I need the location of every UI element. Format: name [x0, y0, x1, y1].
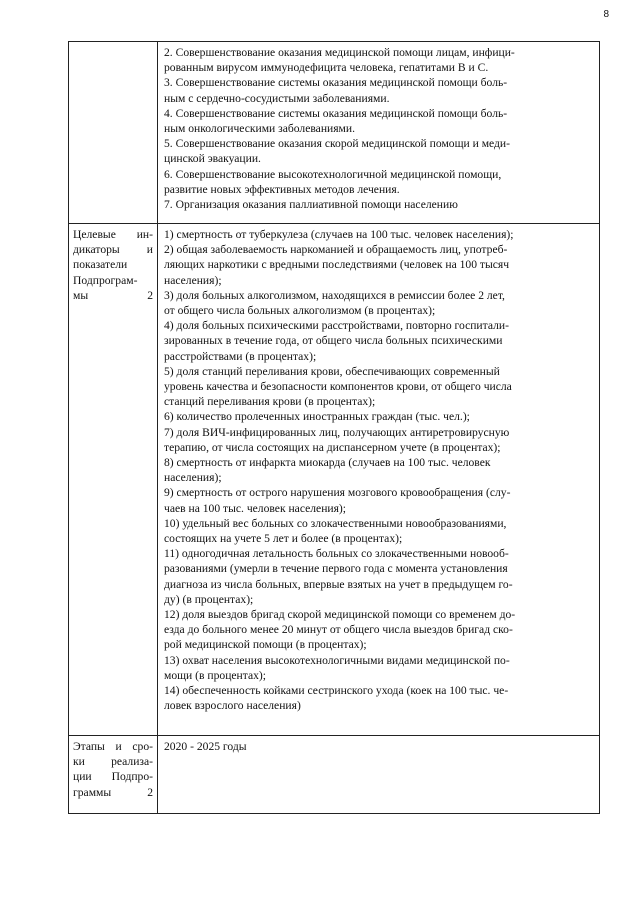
content-line: 14) обеспеченность койками сестринского ухода (коек на 100 тыс. че-: [164, 684, 509, 698]
content-line: мощи (в процентах);: [164, 668, 266, 682]
content-line: населения);: [164, 273, 222, 287]
content-line: от общего числа больных алкоголизмом (в процентах);: [164, 304, 436, 318]
label-line: Целевые ин-: [73, 228, 153, 241]
content-line: расстройствами (в процентах);: [164, 349, 317, 363]
content-line: 5. Совершенствование оказания скорой медицинской помощи и меди-: [164, 137, 510, 151]
content-line: 9) смертность от острого нарушения мозгового кровообращения (слу-: [164, 486, 511, 500]
label-line: ции Подпро-: [73, 770, 153, 784]
content-line: 12) доля выездов бригад скорой медицинской помощи со временем до-: [164, 608, 516, 622]
content-line: 13) охват населения высокотехнологичными видами медицинской по-: [164, 653, 510, 667]
row-label-cell: [69, 42, 158, 224]
content-line: ловек взрослого населения): [164, 699, 301, 713]
content-line: рой медицинской помощи (в процентах);: [164, 638, 367, 652]
label-line: дикаторы и: [73, 243, 153, 257]
row-label-cell: [69, 736, 158, 814]
content-line: населения);: [164, 471, 222, 485]
label-line: Подпрограм-: [73, 273, 138, 287]
label-line: граммы 2: [73, 785, 153, 799]
content-line: разованиями (умерли в течение первого года с момента установления: [164, 562, 508, 576]
table-row: [69, 224, 600, 736]
row-content-cell: [158, 736, 600, 814]
content-line: 7) доля ВИЧ-инфицированных лиц, получающих антиретровирусную: [164, 425, 510, 439]
row-content-cell: [158, 42, 600, 224]
content-line: 4) доля больных психическими расстройствами, повторно госпитали-: [164, 319, 509, 333]
content-line: 11) одногодичная летальность больных со злокачественными новооб-: [164, 547, 509, 561]
content-line: 2. Совершенствование оказания медицинской помощи лицам, инфици-: [164, 46, 515, 59]
content-line: станций переливания крови (в процентах);: [164, 395, 376, 409]
label-line: ки реализа-: [73, 755, 153, 769]
content-line: 8) смертность от инфаркта миокарда (случаев на 100 тыс. человек: [164, 456, 491, 470]
content-line: 2) общая заболеваемость наркоманией и обращаемость лиц, употреб-: [164, 243, 508, 257]
content-line: цинской эвакуации.: [164, 152, 261, 166]
content-line: развитие новых эффективных методов лечения.: [164, 182, 400, 196]
content-line: 6. Совершенствование высокотехнологичной медицинской помощи,: [164, 167, 502, 181]
content-line: диагноза из числа больных, впервые взятых на учет в предыдущем го-: [164, 577, 513, 591]
content-line: ду) (в процентах);: [164, 592, 254, 606]
content-line: ным онкологическими заболеваниями.: [164, 122, 355, 136]
content-line: 10) удельный вес больных со злокачественными новообразованиями,: [164, 516, 507, 530]
content-line: терапию, от числа состоящих на диспансерном учете (в процентах);: [164, 440, 501, 454]
content-line: 3. Совершенствование системы оказания медицинской помощи боль-: [164, 76, 508, 90]
table-row: [69, 42, 600, 224]
content-line: состоящих на учете 5 лет и более (в процентах);: [164, 532, 403, 546]
row-content-cell: [158, 224, 600, 736]
content-line: езда до больного менее 20 минут от общего числа выездов бригад ско-: [164, 623, 513, 637]
content-line: уровень качества и безопасности компонентов крови, от общего числа: [164, 380, 512, 394]
page-number: 8: [603, 9, 609, 20]
label-line: показатели: [73, 258, 128, 272]
table-row: [69, 736, 600, 814]
content-line: 4. Совершенствование системы оказания медицинской помощи боль-: [164, 106, 508, 120]
content-line: 7. Организация оказания паллиативной помощи населению: [164, 198, 458, 212]
row-label-cell: [69, 224, 158, 736]
content-line: рованным вирусом иммунодефицита человека, гепатитами В и С.: [164, 61, 489, 75]
content-line: зированных в течение года, от общего числа больных психическими: [164, 334, 503, 348]
content-line: 5) доля станций переливания крови, обеспечивающих современный: [164, 364, 500, 378]
label-line: мы 2: [73, 288, 153, 302]
content-line: ным с сердечно-сосудистыми заболеваниями.: [164, 91, 390, 105]
content-line: 2020 - 2025 годы: [164, 740, 247, 753]
content-line: 6) количество пролеченных иностранных граждан (тыс. чел.);: [164, 410, 470, 424]
subprogram-passport-table: [68, 41, 600, 814]
content-line: ляющих наркотики с вредными последствиями (человек на 100 тысяч: [164, 258, 510, 272]
content-line: чаев на 100 тыс. человек населения);: [164, 501, 347, 515]
label-line: Этапы и сро-: [73, 740, 153, 753]
content-line: 3) доля больных алкоголизмом, находящихся в ремиссии более 2 лет,: [164, 288, 505, 302]
content-line: 1) смертность от туберкулеза (случаев на 100 тыс. человек населения);: [164, 228, 514, 241]
